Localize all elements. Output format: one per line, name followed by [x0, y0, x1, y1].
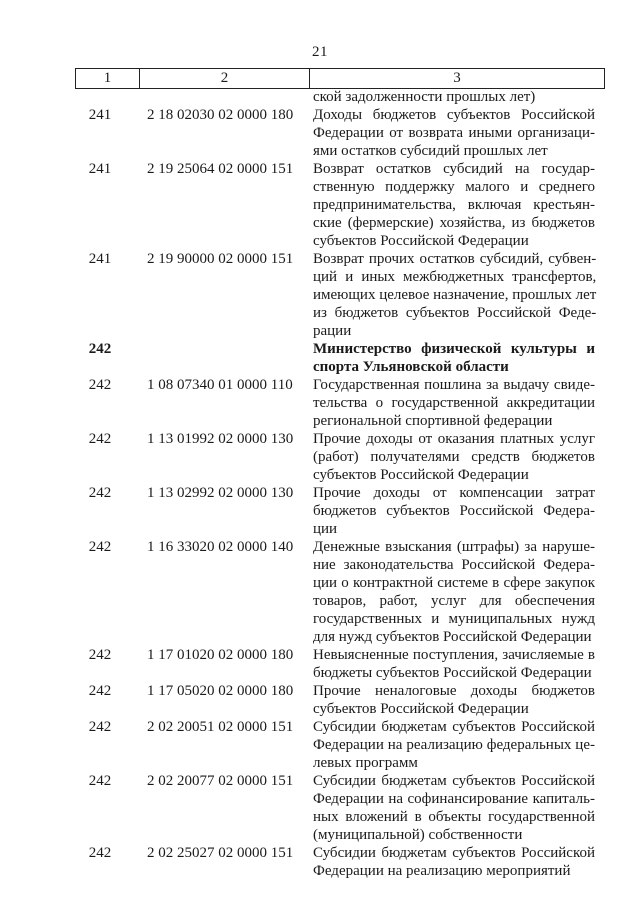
description-cell [313, 250, 606, 340]
admin-code-cell: 242 [88, 341, 112, 357]
table-row [75, 718, 605, 772]
table-row [75, 538, 605, 646]
admin-code-cell: 242 [88, 773, 112, 789]
description-cell [313, 430, 605, 484]
description-line: спорта Ульяновской области [313, 359, 509, 375]
page-number: 21 [312, 44, 328, 60]
admin-code-cell: 241 [88, 251, 112, 267]
table-row [75, 484, 605, 538]
description-line: Министерство физической культуры и [313, 341, 595, 357]
table-row [75, 88, 605, 106]
description-line: Субсидии бюджетам субъектов Российской [313, 719, 595, 735]
description-line: имеющих целевое назначение, прошлых лет [313, 287, 597, 303]
admin-code-cell: 241 [88, 161, 112, 177]
revenue-code-cell: 1 17 05020 02 0000 180 [147, 683, 294, 699]
header-col-1: 1 [76, 69, 140, 88]
description-line: Денежные взыскания (штрафы) за наруше- [313, 539, 595, 555]
description-line: региональной спортивной федерации [313, 413, 553, 429]
description-line: Федерации на реализацию мероприятий [313, 863, 571, 879]
admin-code-cell: 242 [88, 683, 112, 699]
description-line: предпринимательства, включая крестьян- [313, 197, 595, 213]
revenue-code-cell: 2 18 02030 02 0000 180 [147, 107, 294, 123]
table-row [75, 844, 605, 880]
description-line: Государственная пошлина за выдачу свиде- [313, 377, 595, 393]
description-line: для нужд субъектов Российской Федерации [313, 629, 592, 645]
description-line: тельства о государственной аккредитации [313, 395, 595, 411]
description-line: Федерации на реализацию федеральных це- [313, 737, 595, 753]
admin-code-cell: 242 [88, 719, 112, 735]
revenue-code-cell: 1 16 33020 02 0000 140 [147, 539, 294, 555]
description-line: субъектов Российской Федерации [313, 233, 529, 249]
admin-code-cell: 242 [88, 647, 112, 663]
description-line: Возврат остатков субсидий на государ- [313, 161, 595, 177]
description-line: (работ) получателями средств бюджетов [313, 449, 595, 465]
admin-code-cell: 242 [88, 431, 112, 447]
description-line: ных вложений в объекты государственной [313, 809, 595, 825]
table-body [75, 88, 605, 880]
description-line: ские (фермерские) хозяйства, из бюджетов [313, 215, 595, 231]
admin-code-cell: 241 [88, 107, 112, 123]
description-line: бюджетов субъектов Российской Федера- [313, 503, 595, 519]
description-cell [313, 484, 605, 538]
revenue-code-cell: 2 19 25064 02 0000 151 [147, 161, 294, 177]
description-line: Прочие доходы от компенсации затрат [313, 485, 595, 501]
admin-code-cell: 242 [88, 485, 112, 501]
description-line: ственную поддержку малого и среднего [313, 179, 595, 195]
description-line: Невыясненные поступления, зачисляемые в [313, 647, 595, 663]
description-cell [313, 646, 605, 682]
table-row [75, 160, 605, 250]
description-line: Субсидии бюджетам субъектов Российской [313, 845, 595, 861]
description-line: товаров, работ, услуг для обеспечения [313, 593, 595, 609]
description-cell [313, 88, 605, 106]
description-line: левых программ [313, 755, 418, 771]
description-line: (муниципальной) собственности [313, 827, 523, 843]
table-row [75, 340, 605, 376]
revenue-code-cell: 1 17 01020 02 0000 180 [147, 647, 294, 663]
table-row [75, 106, 605, 160]
admin-code-cell: 242 [88, 539, 112, 555]
description-cell [313, 772, 605, 844]
admin-code-cell [75, 88, 125, 106]
header-col-2: 2 [140, 69, 310, 88]
description-line: из бюджетов субъектов Российской Феде- [313, 305, 597, 321]
description-line: Возврат прочих остатков субсидий, субвен- [313, 251, 597, 267]
table-row [75, 430, 605, 484]
table-row [75, 250, 605, 340]
admin-code-cell: 242 [88, 377, 112, 393]
revenue-code-cell: 1 13 02992 02 0000 130 [147, 485, 294, 501]
description-cell [313, 106, 605, 160]
table-row [75, 772, 605, 844]
table-row [75, 682, 605, 718]
description-line: ции [313, 521, 338, 537]
description-line: субъектов Российской Федерации [313, 467, 529, 483]
revenue-code-cell: 2 02 20077 02 0000 151 [147, 773, 294, 789]
revenue-code-cell: 1 08 07340 01 0000 110 [147, 377, 293, 393]
admin-code-cell: 242 [88, 845, 112, 861]
description-line: бюджеты субъектов Российской Федерации [313, 665, 592, 681]
revenue-code-cell: 2 02 20051 02 0000 151 [147, 719, 294, 735]
revenue-code-cell: 2 02 25027 02 0000 151 [147, 845, 294, 861]
description-line: Федерации на софинансирование капиталь- [313, 791, 595, 807]
description-line: Доходы бюджетов субъектов Российской [313, 107, 595, 123]
description-line: ской задолженности прошлых лет) [313, 89, 536, 105]
description-cell [313, 718, 605, 772]
table-header [75, 68, 605, 89]
table-row [75, 646, 605, 682]
revenue-code-cell: 2 19 90000 02 0000 151 [147, 251, 294, 267]
description-line: ние законодательства Российской Федера- [313, 557, 595, 573]
description-line: ями остатков субсидий прошлых лет [313, 143, 548, 159]
description-line: ций и иных межбюджетных трансфертов, [313, 269, 597, 285]
description-cell [313, 682, 605, 718]
revenue-code-cell [125, 340, 313, 376]
revenue-code-cell: 1 13 01992 02 0000 130 [147, 431, 294, 447]
description-line: субъектов Российской Федерации [313, 701, 529, 717]
header-col-3: 3 [453, 70, 461, 86]
description-line: Прочие доходы от оказания платных услуг [313, 431, 595, 447]
description-cell [313, 160, 605, 250]
description-cell [313, 844, 605, 880]
description-line: Субсидии бюджетам субъектов Российской [313, 773, 595, 789]
description-cell [313, 538, 605, 646]
description-cell [313, 340, 605, 376]
table-row [75, 376, 605, 430]
description-line: ции о контрактной системе в сфере закупок [313, 575, 595, 591]
description-line: рации [313, 323, 352, 339]
revenue-code-cell [125, 88, 313, 106]
description-line: Прочие неналоговые доходы бюджетов [313, 683, 595, 699]
description-cell [313, 376, 605, 430]
description-line: Федерации от возврата иными организаци- [313, 125, 595, 141]
description-line: государственных и муниципальных нужд [313, 611, 595, 627]
